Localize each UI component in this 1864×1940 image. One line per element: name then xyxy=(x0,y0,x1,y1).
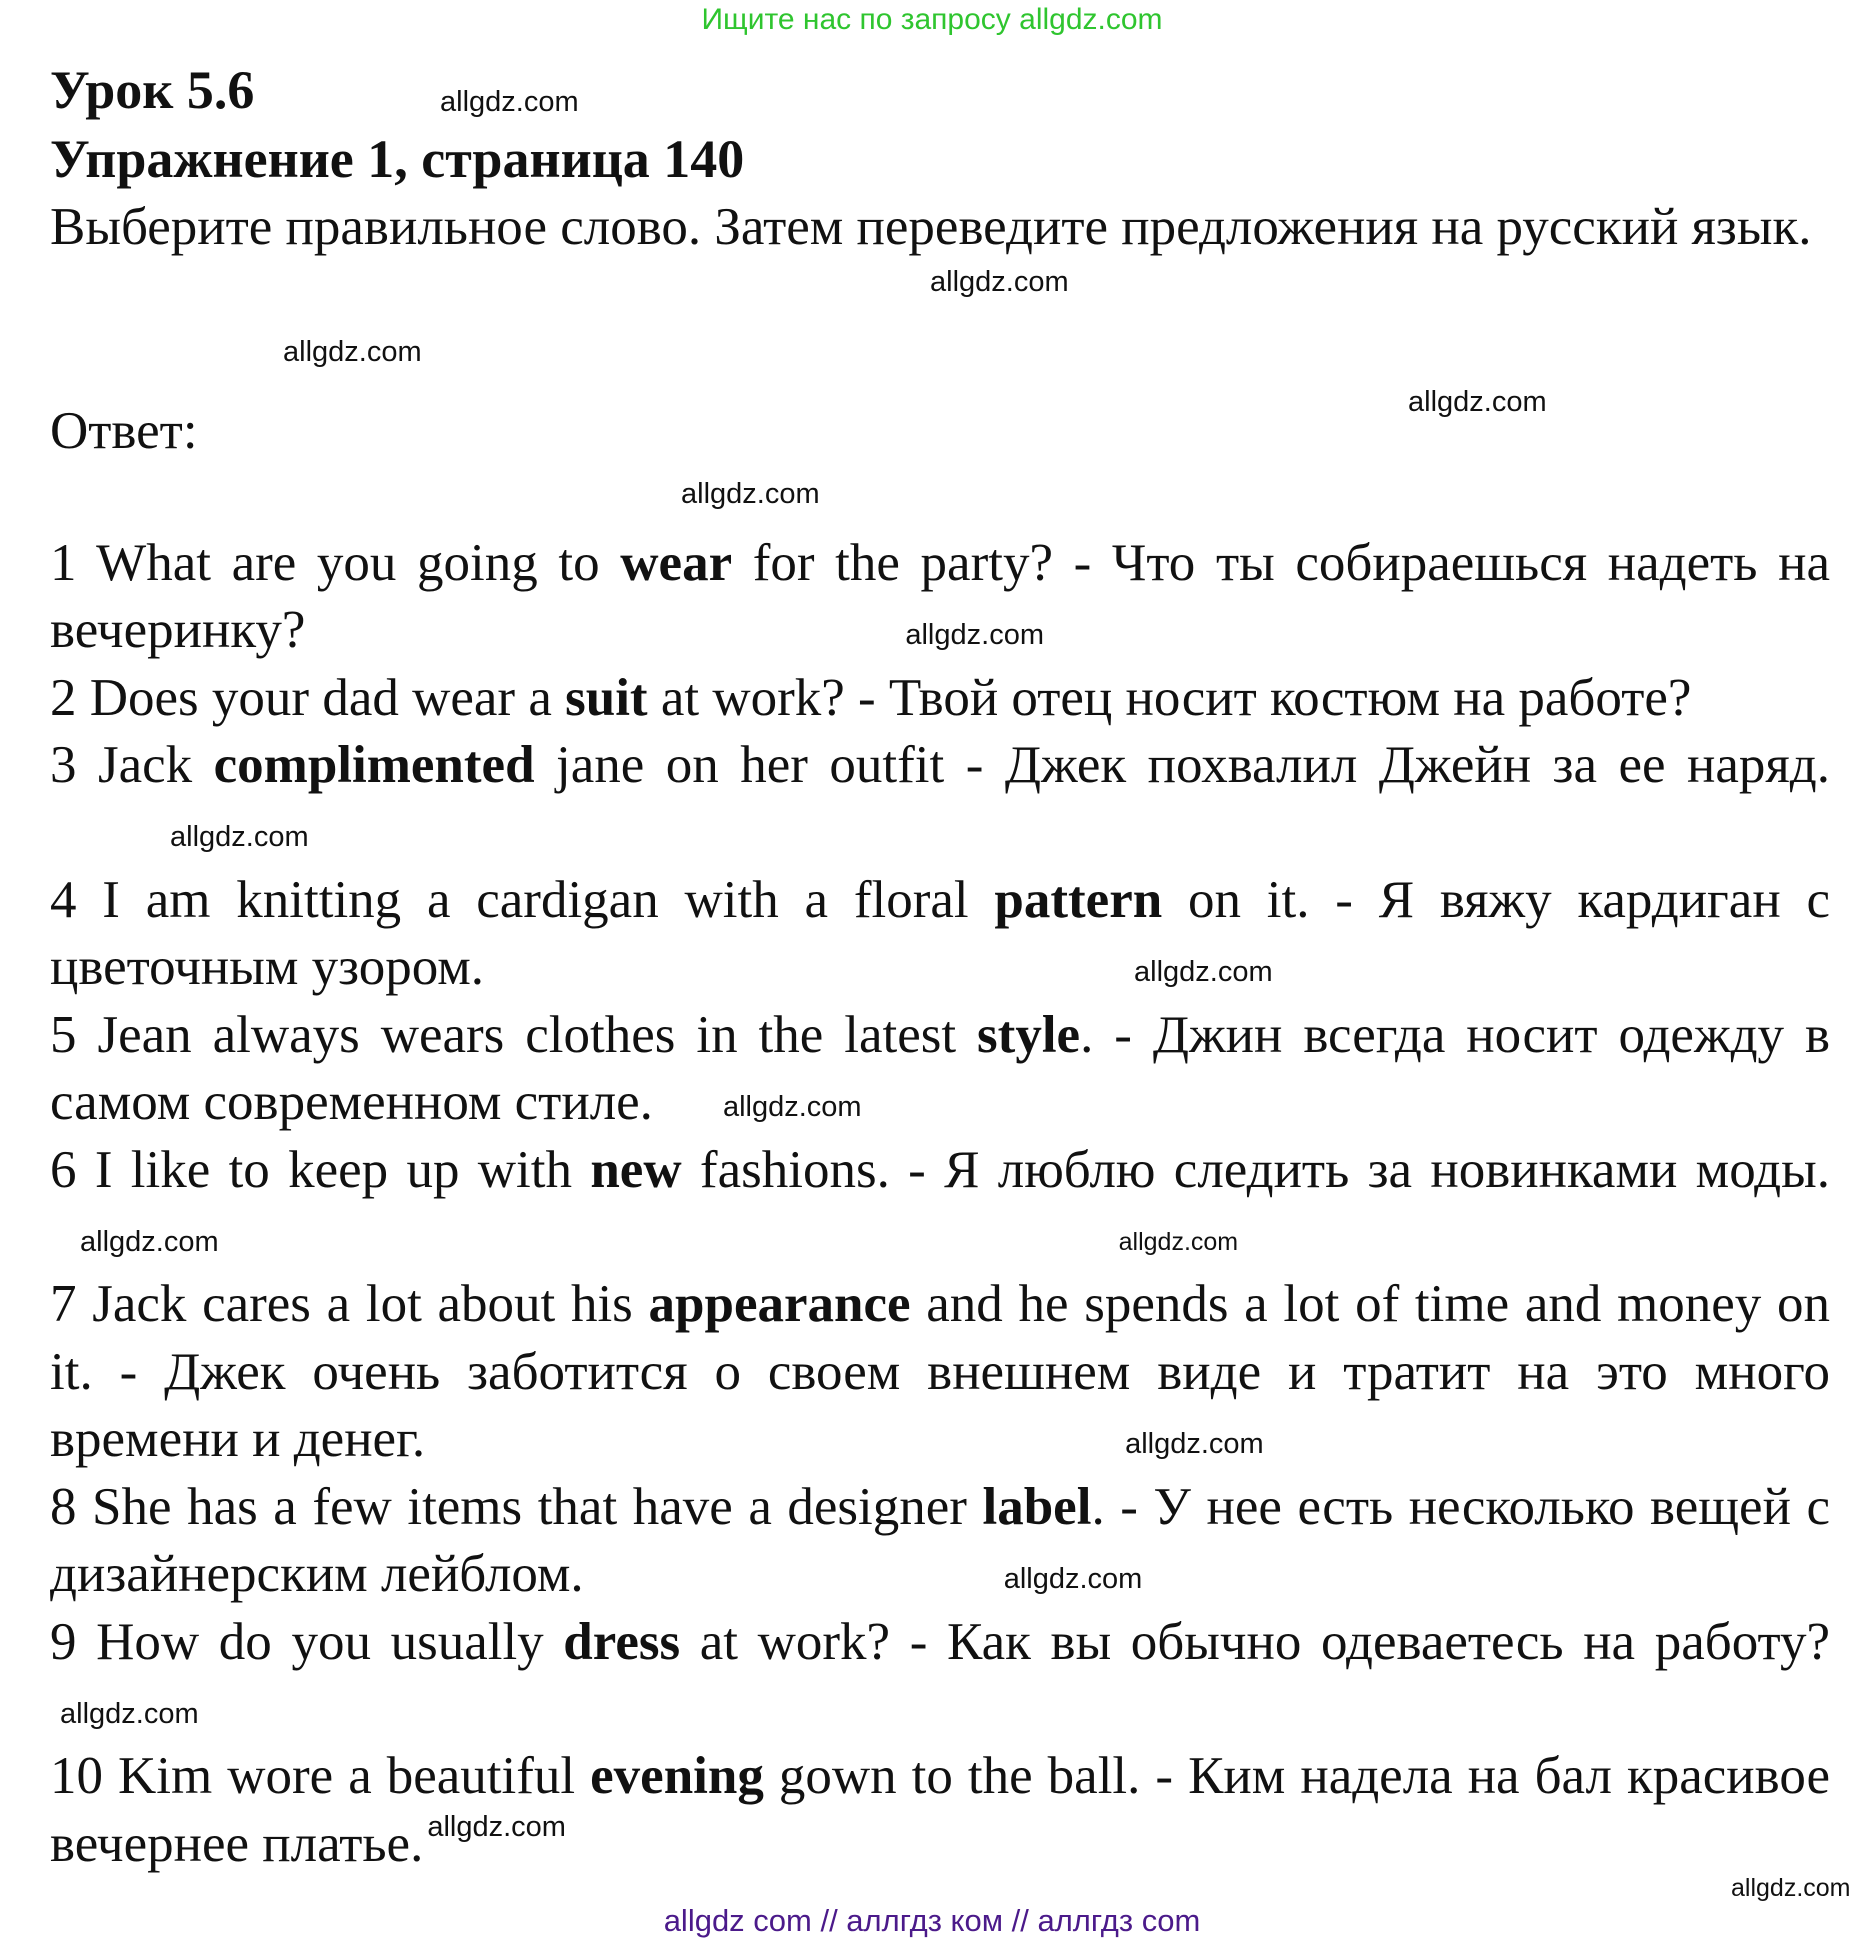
exercise-title: Упражнение 1, страница 140 xyxy=(50,129,745,189)
answer-label: Ответ: xyxy=(50,402,198,460)
list-item: 7 Jack cares a lot about his appearance and he spends a lot of time and money on it. - Джек очень заботится о своем внешнем виде и тратит на это много времени и денег. allgdz.com xyxy=(50,1275,1830,1469)
top-banner: Ищите нас по запросу allgdz.com xyxy=(701,3,1163,36)
lesson-title: Урок 5.6 xyxy=(50,60,255,120)
watermark: allgdz.com xyxy=(1731,1874,1851,1902)
watermark: allgdz.com xyxy=(1125,1428,1264,1461)
list-item: 4 I am knitting a cardigan with a floral pattern on it. - Я вяжу кардиган с цветочным узором. allgdz.com xyxy=(50,871,1830,997)
watermark: allgdz.com xyxy=(905,619,1044,652)
watermark: allgdz.com xyxy=(170,821,309,854)
watermark: allgdz.com xyxy=(1118,1227,1239,1256)
watermark: allgdz.com xyxy=(427,1810,566,1843)
watermark: allgdz.com xyxy=(440,86,579,118)
answer-list xyxy=(50,530,1830,1878)
watermark: allgdz.com xyxy=(1134,956,1273,989)
watermark: allgdz.com xyxy=(60,1697,199,1730)
watermark: allgdz.com xyxy=(930,266,1069,298)
watermark: allgdz.com xyxy=(681,478,820,510)
instruction-text: Выберите правильное слово. Затем переведите предложения на русский язык. xyxy=(50,198,1812,256)
bottom-banner: allgdz com // аллгдз ком // аллгдз com xyxy=(663,1903,1201,1938)
list-item: 2 Does your dad wear a suit at work? - Твой отец носит костюм на работе? xyxy=(50,668,1692,727)
list-item: 1 What are you going to wear for the party? - Что ты собираешься надеть на вечеринку? allgdz.com xyxy=(50,534,1830,660)
list-item: 10 Kim wore a beautiful evening gown to the ball. - Ким надела на бал красивое вечернее платье. allgdz.com xyxy=(50,1747,1830,1873)
watermark: allgdz.com xyxy=(1408,386,1547,418)
list-item: 9 How do you usually dress at work? - Как вы обычно одеваетесь на работу?allgdz.com xyxy=(50,1612,1830,1730)
watermark: allgdz.com xyxy=(283,336,422,368)
list-item: 3 Jack complimented jane on her outfit - Джек похвалил Джейн за ее наряд.allgdz.com xyxy=(50,736,1830,854)
watermark: allgdz.com xyxy=(722,1091,862,1124)
list-item: 6 I like to keep up with new fashions. - Я люблю следить за новинками моды.allgdz.com allgdz.com xyxy=(50,1140,1830,1258)
watermark: allgdz.com xyxy=(80,1225,219,1258)
watermark: allgdz.com xyxy=(1003,1562,1143,1595)
list-item: 5 Jean always wears clothes in the latest style. - Джин всегда носит одежду в самом современном стиле. allgdz.com xyxy=(50,1005,1831,1132)
list-item: 8 She has a few items that have a designer label. - У нее есть несколько вещей с дизайнерским лейблом. allgdz.com xyxy=(50,1477,1831,1604)
